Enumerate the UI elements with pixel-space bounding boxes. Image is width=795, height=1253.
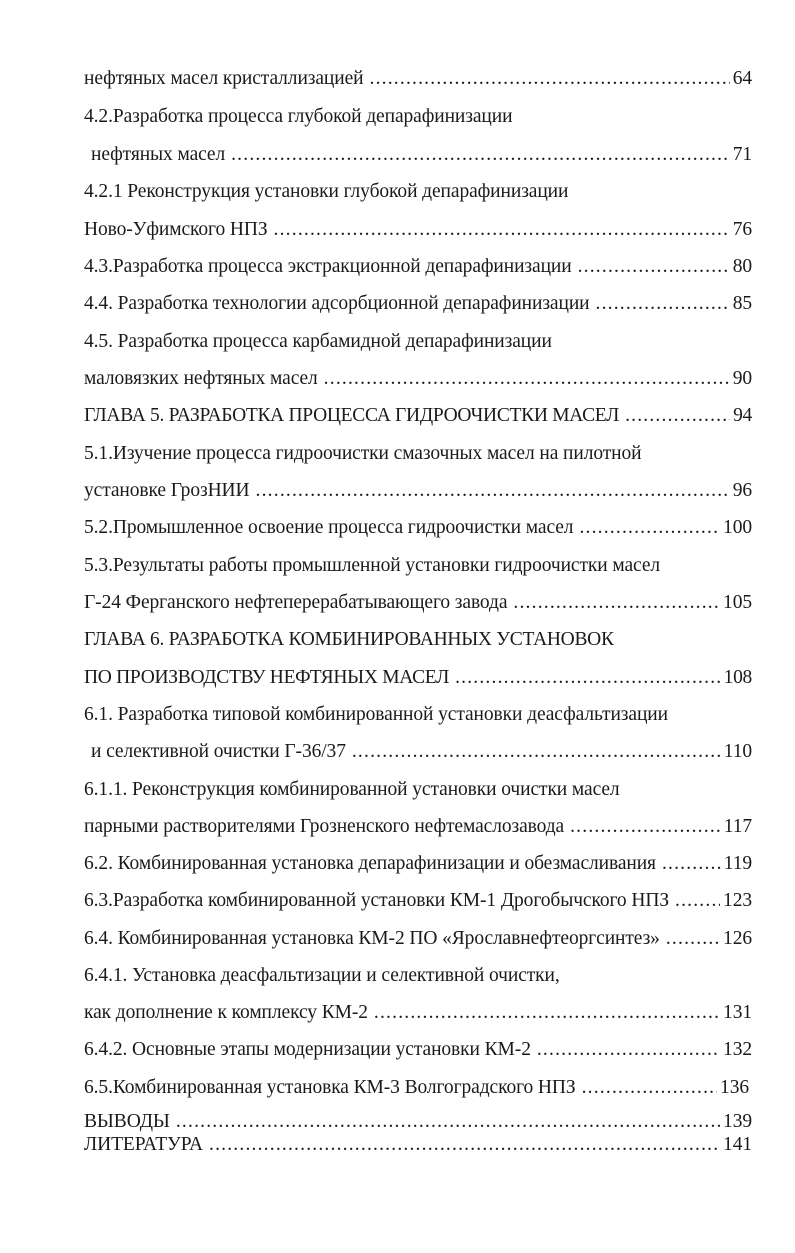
dot-leader [455,663,721,693]
toc-entry-page: 119 [723,853,752,874]
toc-entry [84,476,752,506]
toc-entry-page: 94 [733,405,752,426]
toc-entry-page: 100 [723,517,752,538]
toc-entry-page: 90 [732,368,752,389]
toc-entry-title: 4.4. Разработка технологии адсорбционной депарафинизации [84,293,590,314]
toc-entry-title: маловязких нефтяных масел [84,368,318,389]
dot-leader [374,998,720,1028]
toc-entry-title: ГЛАВА 5. РАЗРАБОТКА ПРОЦЕССА ГИДРООЧИСТКИ МАСЕЛ [84,405,620,426]
dot-leader [231,140,730,170]
toc-entry-page: 110 [723,741,752,762]
toc-entry-title: 6.2. Комбинированная установка депарафинизации и обезмасливания [84,853,656,874]
dot-leader [582,1073,717,1103]
toc-entry-title: 4.5. Разработка процесса карбамидной депарафинизации [84,331,552,352]
toc-entry [84,998,752,1028]
toc-entry [84,812,752,842]
toc-entry-page: 136 [720,1077,749,1098]
toc-entry-title: нефтяных масел [91,144,226,165]
dot-leader [570,812,721,842]
toc-entry-title: 6.1. Разработка типовой комбинированной установки деасфальтизации [84,704,668,725]
toc-entry-title: Г-24 Ферганского нефтеперерабатывающего завода [84,592,508,613]
toc-entry-title: установке ГрозНИИ [84,480,250,501]
toc-entry-title: 5.1.Изучение процесса гидроочистки смазочных масел на пилотной [84,443,642,464]
toc-entry-title: 6.4.2. Основные этапы модернизации установки КМ-2 [84,1039,531,1060]
dot-leader [256,476,730,506]
toc-entry [84,364,752,394]
dot-leader [675,886,720,916]
dot-leader [596,289,730,319]
toc-entry [84,961,560,991]
toc-entry-page: 132 [723,1039,752,1060]
dot-leader [662,849,721,879]
toc-entry-page: 117 [723,816,752,837]
dot-leader [625,401,730,431]
toc-entry [84,289,752,319]
toc-entry-title: 6.4. Комбинированная установка КМ-2 ПО «Ярославнефтеоргсинтез» [84,928,660,949]
toc-entry [84,177,568,207]
dot-leader [579,513,720,543]
toc-entry-title: 4.2.Разработка процесса глубокой депарафинизации [84,106,513,127]
dot-leader [370,64,730,94]
toc-entry-page: 141 [723,1134,752,1155]
toc-entry [84,513,752,543]
toc-entry-page: 105 [723,592,752,613]
toc-entry [84,215,752,245]
toc-entry [84,775,620,805]
toc-entry-title: нефтяных масел кристаллизацией [84,68,364,89]
toc-entry [84,64,752,94]
toc-entry-page: 108 [723,667,752,688]
toc-entry-title: как дополнение к комплексу КМ-2 [84,1002,368,1023]
toc-entry-title: 4.2.1 Реконструкция установки глубокой депарафинизации [84,181,569,202]
dot-leader [324,364,730,394]
toc-entry [84,700,668,730]
toc-entry-title: 6.3.Разработка комбинированной установки КМ-1 Дрогобычского НПЗ [84,890,669,911]
toc-entry-title: ГЛАВА 6. РАЗРАБОТКА КОМБИНИРОВАННЫХ УСТАНОВОК [84,629,614,650]
toc-entry [84,1130,752,1160]
toc-entry-title: 4.3.Разработка процесса экстракционной депарафинизации [84,256,572,277]
toc-entry-title: ПО ПРОИЗВОДСТВУ НЕФТЯНЫХ МАСЕЛ [84,667,450,688]
toc-entry-title: 6.1.1. Реконструкция комбинированной установки очистки масел [84,779,620,800]
toc-entry [91,737,752,767]
toc-entry-title: 5.3.Результаты работы промышленной установки гидроочистки масел [84,555,661,576]
toc-entry-title: ВЫВОДЫ [84,1111,170,1132]
toc-entry-title: 6.5.Комбинированная установка КМ-3 Волгоградского НПЗ [84,1077,576,1098]
dot-leader [513,588,720,618]
toc-entry-page: 96 [732,480,752,501]
toc-entry-page: 123 [723,890,752,911]
toc-chapter [84,663,752,693]
toc-entry [84,439,641,469]
toc-entry-page: 131 [723,1002,752,1023]
toc-entry-page: 126 [723,928,752,949]
toc-entry-page: 76 [732,219,752,240]
toc-entry [84,1073,749,1103]
dot-leader [578,252,730,282]
toc-entry [84,551,660,581]
toc-entry [84,886,752,916]
toc-entry [84,849,752,879]
toc-chapter [84,625,614,655]
toc-chapter [84,401,752,431]
toc-entry-title: Ново-Уфимского НПЗ [84,219,268,240]
toc-entry [84,1035,752,1065]
toc-entry-page: 85 [732,293,752,314]
toc-entry-page: 64 [732,68,752,89]
toc-entry [91,140,752,170]
toc-entry-title: парными растворителями Грозненского нефтемаслозавода [84,816,565,837]
toc-entry-page: 71 [732,144,752,165]
dot-leader [666,924,720,954]
toc-entry-title: ЛИТЕРАТУРА [84,1134,203,1155]
toc-entry [84,327,552,357]
toc-entry-page: 80 [732,256,752,277]
dot-leader [352,737,721,767]
toc-entry [84,924,752,954]
toc-entry [84,588,752,618]
toc-entry [84,252,752,282]
toc-entry-page: 139 [723,1111,752,1132]
dot-leader [537,1035,720,1065]
toc-entry-title: 6.4.1. Установка деасфальтизации и селективной очистки, [84,965,560,986]
toc-entry [84,102,512,132]
dot-leader [274,215,730,245]
toc-entry-title: и селективной очистки Г-36/37 [91,741,346,762]
toc-entry-title: 5.2.Промышленное освоение процесса гидроочистки масел [84,517,574,538]
dot-leader [209,1130,720,1160]
